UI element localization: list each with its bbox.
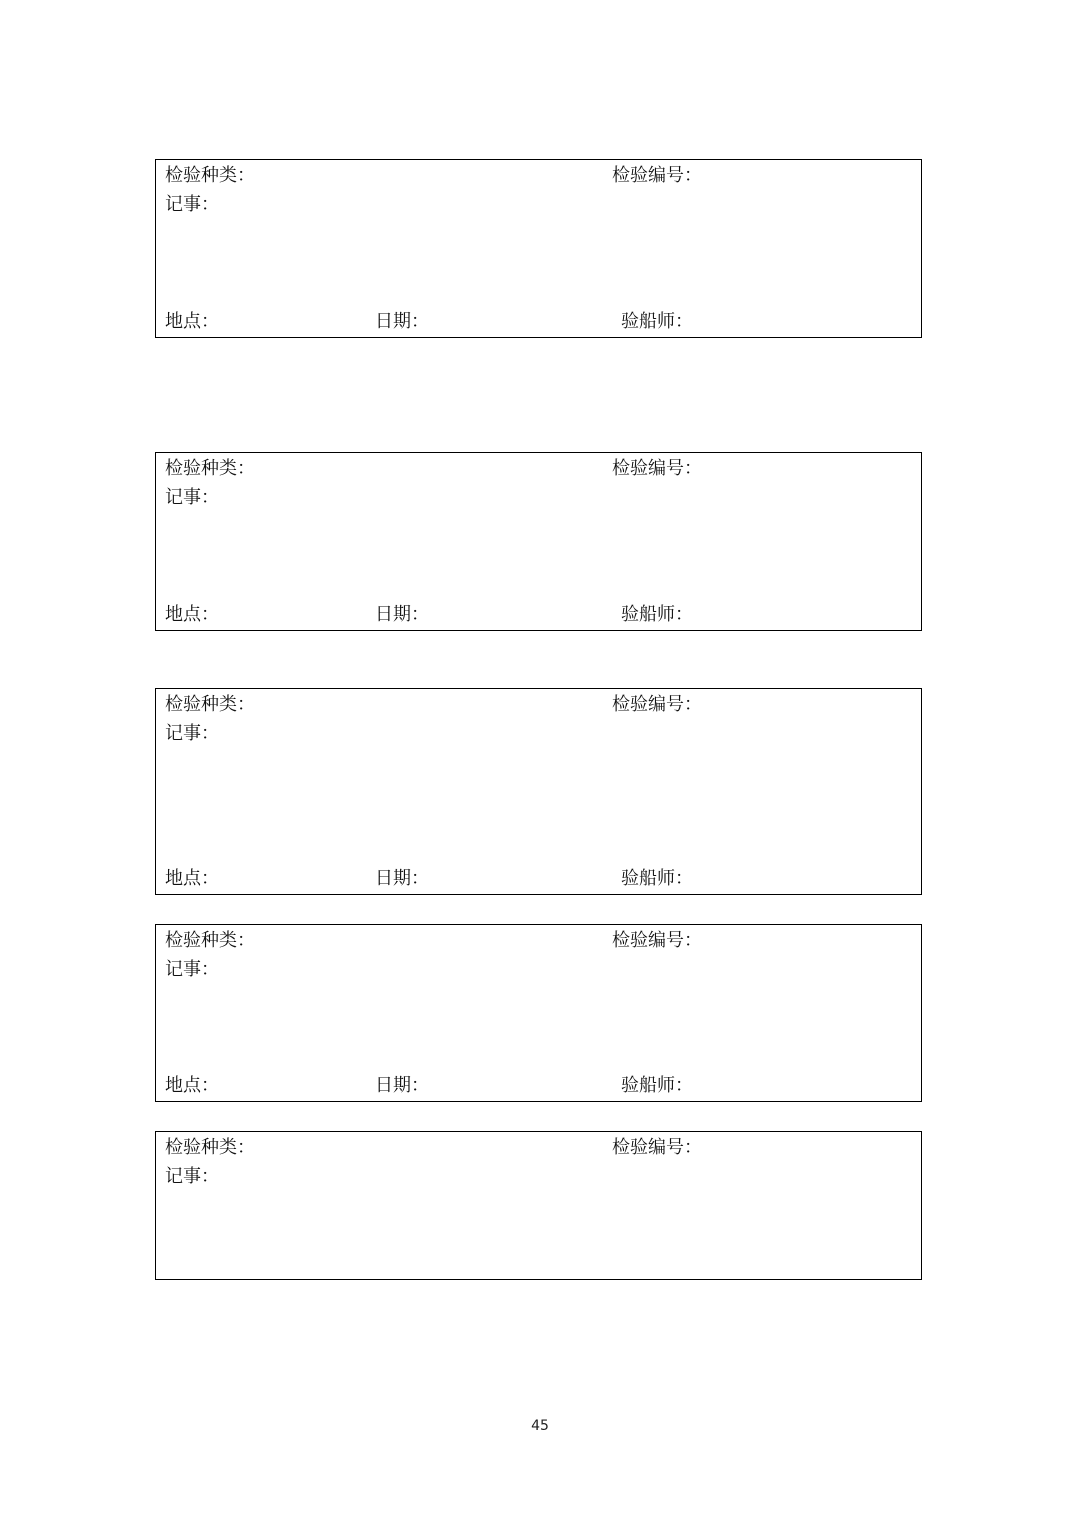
inspection-number-label: 检验编号： (612, 458, 702, 479)
inspection-type-label: 检验种类： (165, 930, 255, 951)
place-label: 地点： (165, 311, 219, 332)
inspection-type-label: 检验种类： (165, 694, 255, 715)
notes-label: 记事： (165, 487, 219, 508)
inspection-record-card (155, 1131, 922, 1280)
notes-label: 记事： (165, 194, 219, 215)
inspection-record-card (155, 688, 922, 895)
inspection-type-label: 检验种类： (165, 458, 255, 479)
inspection-record-card (155, 159, 922, 338)
notes-label: 记事： (165, 1166, 219, 1187)
date-label: 日期： (375, 868, 429, 889)
date-label: 日期： (375, 1075, 429, 1096)
place-label: 地点： (165, 868, 219, 889)
surveyor-label: 验船师： (621, 604, 693, 625)
inspection-number-label: 检验编号： (612, 1137, 702, 1158)
surveyor-label: 验船师： (621, 1075, 693, 1096)
inspection-record-card (155, 452, 922, 631)
inspection-number-label: 检验编号： (612, 694, 702, 715)
inspection-number-label: 检验编号： (612, 165, 702, 186)
page-number: 45 (531, 1418, 549, 1434)
date-label: 日期： (375, 311, 429, 332)
surveyor-label: 验船师： (621, 868, 693, 889)
place-label: 地点： (165, 1075, 219, 1096)
place-label: 地点： (165, 604, 219, 625)
inspection-number-label: 检验编号： (612, 930, 702, 951)
inspection-type-label: 检验种类： (165, 165, 255, 186)
inspection-type-label: 检验种类： (165, 1137, 255, 1158)
notes-label: 记事： (165, 723, 219, 744)
date-label: 日期： (375, 604, 429, 625)
inspection-record-card (155, 924, 922, 1102)
notes-label: 记事： (165, 959, 219, 980)
surveyor-label: 验船师： (621, 311, 693, 332)
